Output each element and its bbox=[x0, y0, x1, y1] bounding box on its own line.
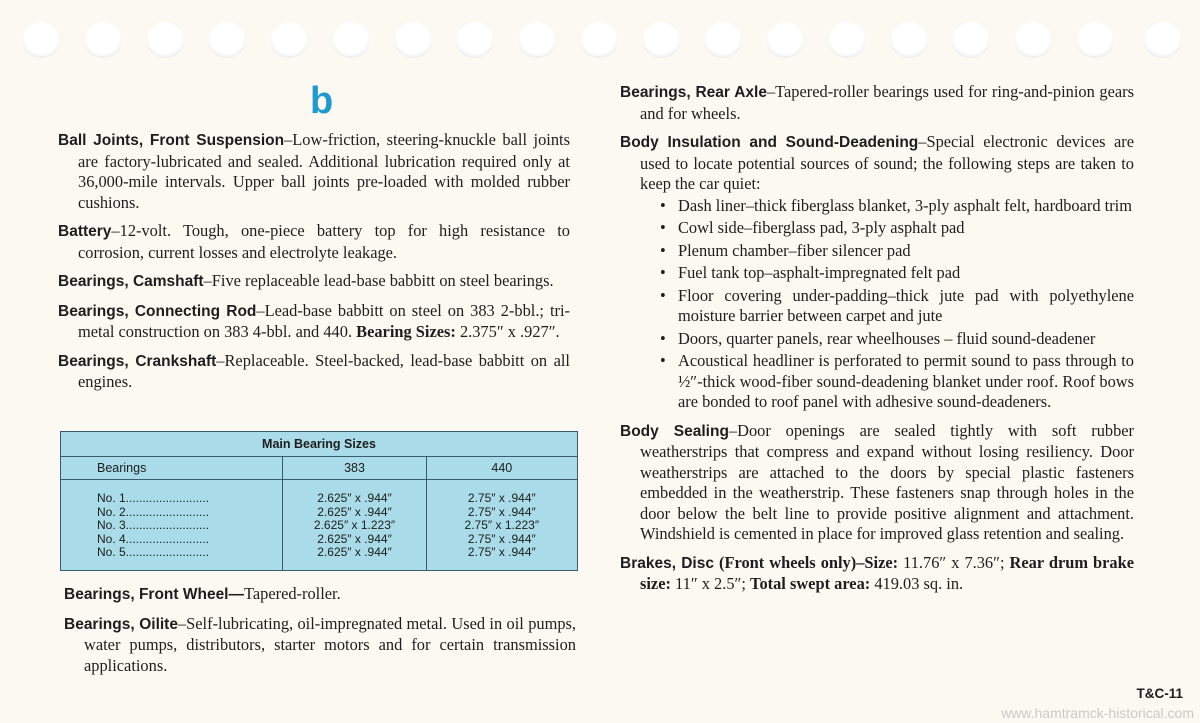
table-header: 440 bbox=[426, 457, 577, 480]
table-header: Bearings bbox=[61, 457, 283, 480]
hole bbox=[1144, 22, 1182, 58]
hole bbox=[828, 22, 866, 58]
hole bbox=[952, 22, 990, 58]
hole bbox=[642, 22, 680, 58]
entry-bold-text: Total swept area: bbox=[750, 574, 871, 593]
entry-text: –Lead-base babbitt on steel on 383 2-bbl.; tri-metal construction on 383 4-bbl. and 440. bbox=[78, 300, 570, 341]
entry-term: Bearings, Oilite bbox=[64, 615, 178, 633]
table-caption: Main Bearing Sizes bbox=[61, 432, 577, 457]
section-letter: b bbox=[310, 80, 334, 122]
left-column-bottom bbox=[64, 584, 576, 684]
entry-bold-text: Bearing Sizes: bbox=[356, 322, 456, 341]
entry-body-sealing bbox=[620, 421, 1134, 545]
hole bbox=[146, 22, 184, 58]
hole bbox=[22, 22, 60, 58]
entry-text: 11″ x 2.5″; bbox=[670, 574, 751, 593]
entry-bold-text: Rear drum brake size: bbox=[640, 552, 1134, 593]
hole bbox=[394, 22, 432, 58]
list-item: • Fuel tank top–asphalt-impregnated felt pad bbox=[640, 263, 1134, 284]
table-cell: No. 2......................... bbox=[97, 504, 210, 519]
list-item: • Floor covering under-padding–thick jute pad with polyethylene moisture barrier between carpet and jute bbox=[640, 286, 1134, 327]
list-item: • Plenum chamber–fiber silencer pad bbox=[640, 241, 1134, 262]
entry-term: Battery bbox=[58, 223, 112, 240]
hole bbox=[704, 22, 742, 58]
hole bbox=[580, 22, 618, 58]
entry-text: –Door openings are sealed tightly with soft rubber weatherstrips that compress and expand without losing resiliency. Door weatherstrips are attached to the doors by special plastic fasteners embedded in the weatherstrip. These fasteners snap through holes in the door below the belt line to provide positive alignment and attachment. Windshield is cemented in place for improved glass retention and sealing. bbox=[640, 420, 1135, 543]
table-cell: 2.75″ x .944″ bbox=[467, 504, 536, 519]
entry-term: Body Sealing bbox=[620, 422, 729, 440]
list-item: • Doors, quarter panels, rear wheelhouses – fluid sound-deadener bbox=[640, 329, 1134, 350]
hole bbox=[456, 22, 494, 58]
entry-text: –Five replaceable lead-base babbitt on steel bearings. bbox=[203, 271, 554, 290]
binder-holes bbox=[0, 22, 1200, 62]
entry-text: –Low-friction, steering-knuckle ball joints are factory-lubricated and sealed. Additional lubrication required only at 36,000-mile intervals. Upper ball joints pre-loaded with molded rubber cushions. bbox=[78, 130, 570, 212]
table-cell: 2.75″ x .944″ bbox=[467, 491, 536, 505]
hole bbox=[208, 22, 246, 58]
entry-battery bbox=[58, 221, 570, 263]
list-item: • Cowl side–fiberglass pad, 3-ply asphalt pad bbox=[640, 218, 1134, 239]
entry-bearings-camshaft bbox=[58, 271, 570, 293]
table-cell: 2.625″ x .944″ bbox=[317, 491, 392, 505]
entry-bearings-oilite bbox=[64, 614, 576, 677]
table-cell: 2.75″ x .944″ bbox=[467, 545, 536, 559]
table-cell: 2.625″ x .944″ bbox=[317, 504, 392, 519]
hole bbox=[518, 22, 556, 58]
list-item: • Dash liner–thick fiberglass blanket, 3-ply asphalt felt, hardboard trim bbox=[640, 196, 1134, 217]
page-number: T&C-11 bbox=[1136, 686, 1183, 701]
hole bbox=[84, 22, 122, 58]
entry-text: Tapered-roller. bbox=[244, 584, 341, 603]
watermark: www.hamtramck-historical.com bbox=[1001, 705, 1194, 721]
entry-brakes-disc bbox=[620, 553, 1134, 595]
entry-bold-text: (Front wheels only)–Size: bbox=[713, 552, 899, 572]
entry-bearings-connecting-rod bbox=[58, 301, 570, 343]
table-cell: 2.75″ x .944″ bbox=[467, 531, 536, 546]
table-cell: 2.75″ x 1.223″ bbox=[464, 518, 540, 532]
table-cell: No. 4......................... bbox=[97, 531, 210, 546]
table-column-383 bbox=[283, 480, 426, 570]
right-column bbox=[620, 82, 1134, 603]
main-bearing-sizes-table bbox=[60, 431, 578, 571]
entry-text: –12-volt. Tough, one-piece battery top for high resistance to corrosion, current losses and electrolyte leakage. bbox=[78, 221, 570, 262]
entry-text: 419.03 sq. in. bbox=[870, 574, 964, 593]
entry-term: Body Insulation and Sound-Deadening bbox=[620, 134, 919, 151]
entry-term: Ball Joints, Front Suspension bbox=[58, 132, 285, 149]
table-cell: No. 3......................... bbox=[97, 518, 210, 532]
entry-bearings-crankshaft bbox=[58, 351, 570, 393]
entry-bearings-front-wheel bbox=[64, 584, 576, 606]
table-cell: 2.625″ x .944″ bbox=[317, 531, 392, 546]
table-cell: No. 5......................... bbox=[97, 545, 210, 559]
entry-text: 11.76″ x 7.36″; bbox=[898, 552, 1010, 572]
table-cell: 2.625″ x .944″ bbox=[317, 545, 392, 559]
table-header: 383 bbox=[283, 457, 426, 480]
hole bbox=[332, 22, 370, 58]
hole bbox=[766, 22, 804, 58]
entry-text: –Replaceable. Steel-backed, lead-base babbitt on all engines. bbox=[78, 350, 570, 391]
hole bbox=[1076, 22, 1114, 58]
entry-text-tail: 2.375″ x .927″. bbox=[455, 322, 560, 341]
table-cell: 2.625″ x 1.223″ bbox=[313, 518, 396, 532]
entry-term: Bearings, Rear Axle bbox=[620, 84, 767, 101]
entry-text: –Self-lubricating, oil-impregnated metal. Used in oil pumps, water pumps, distributors, starter motors and for certain transmission applications. bbox=[84, 613, 577, 675]
table-cell: No. 1......................... bbox=[97, 491, 210, 505]
entry-term: Brakes, Disc bbox=[620, 554, 714, 572]
entry-ball-joints bbox=[58, 130, 570, 213]
hole bbox=[270, 22, 308, 58]
hole bbox=[1014, 22, 1052, 58]
entry-term: Bearings, Crankshaft bbox=[58, 352, 217, 370]
entry-term: Bearings, Front Wheel— bbox=[64, 586, 244, 603]
hole bbox=[890, 22, 928, 58]
entry-term: Bearings, Connecting Rod bbox=[58, 302, 257, 320]
entry-bearings-rear-axle bbox=[620, 82, 1134, 124]
list-item: • Acoustical headliner is perforated to permit sound to pass through to ½″-thick wood-fiber sound-deadening blanket under roof. Roof bows are bonded to roof panel with adhesive sound-deadeners. bbox=[640, 351, 1134, 413]
entry-term: Bearings, Camshaft bbox=[58, 273, 204, 290]
table-column-bearings bbox=[61, 480, 283, 570]
left-column bbox=[58, 130, 570, 401]
sound-deadening-list bbox=[640, 196, 1134, 413]
entry-text: –Special electronic devices are used to locate potential sources of sound; the following steps are taken to keep the car quiet: bbox=[640, 132, 1134, 193]
entry-text: –Tapered-roller bearings used for ring-and-pinion gears and for wheels. bbox=[640, 82, 1134, 123]
entry-body-insulation bbox=[620, 132, 1134, 413]
table-column-440 bbox=[426, 480, 577, 570]
